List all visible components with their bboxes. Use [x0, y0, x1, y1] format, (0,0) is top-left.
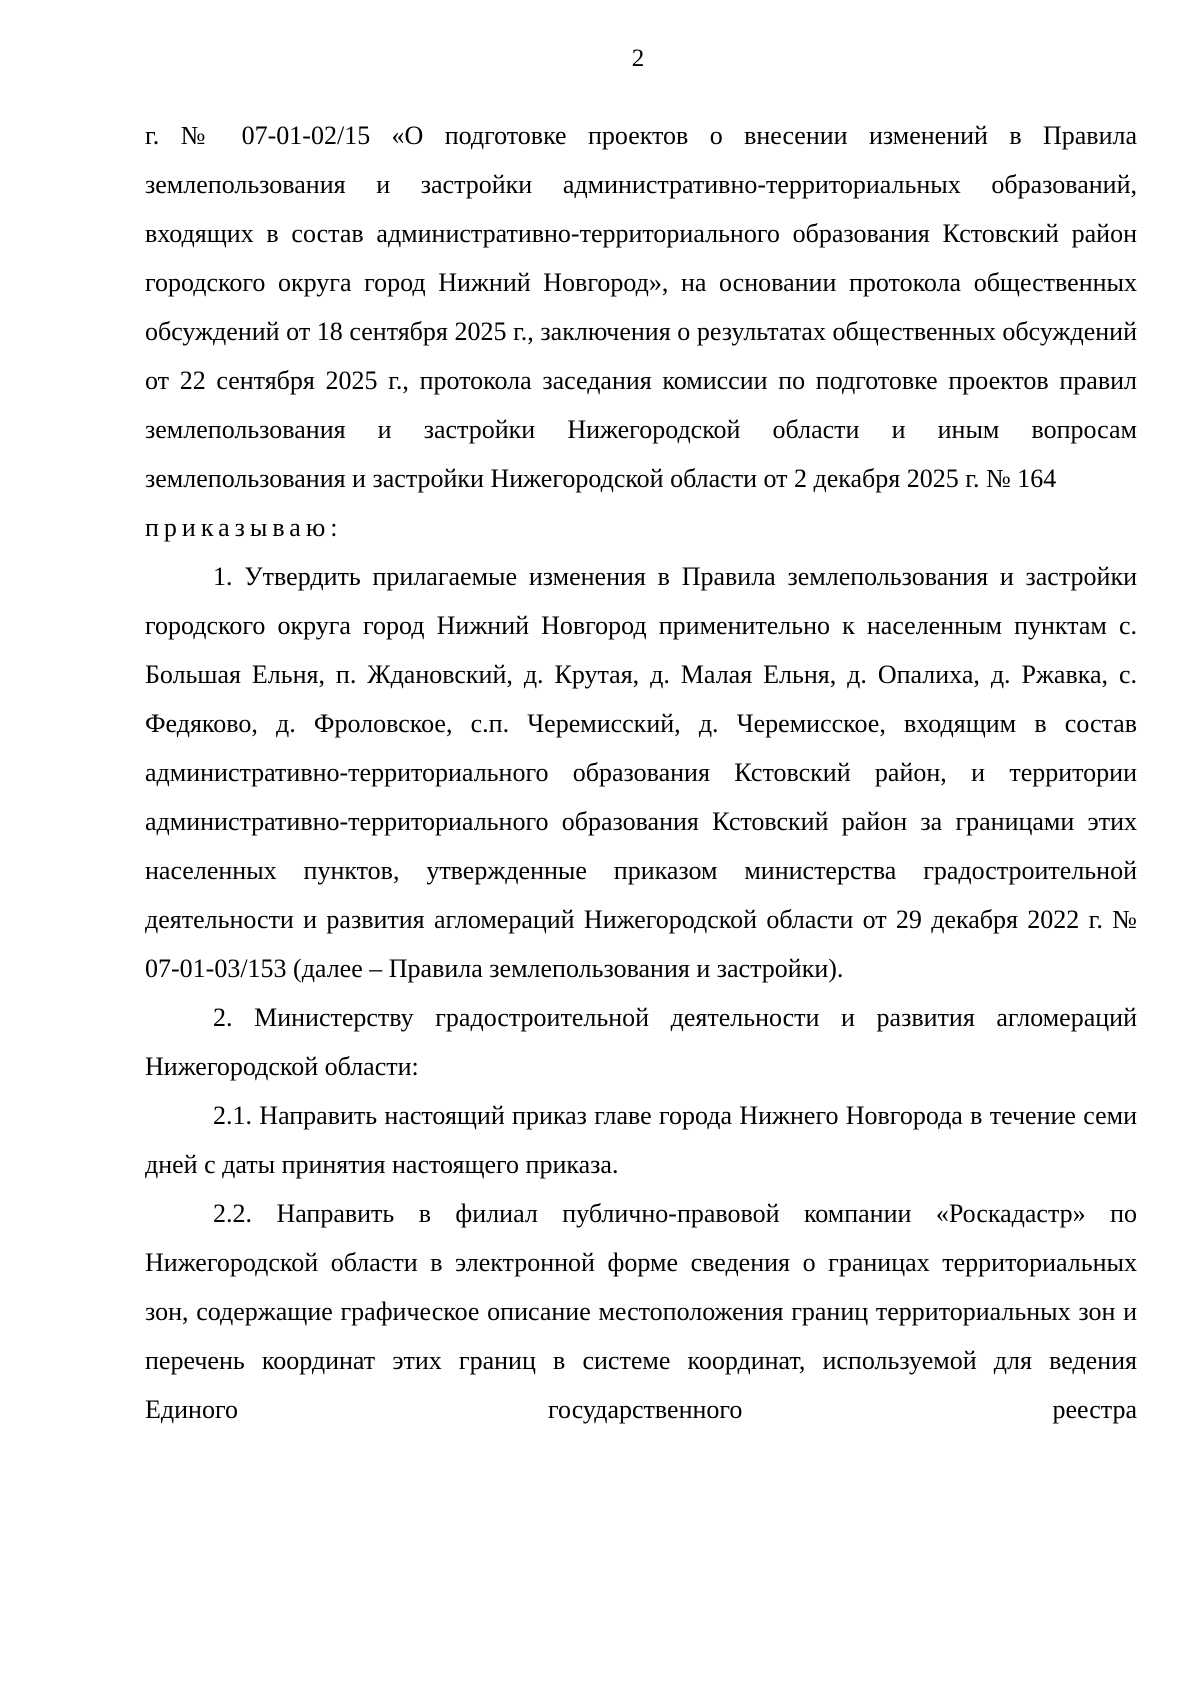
preamble-paragraph: г. № 07-01-02/15 «О подготовке проектов о внесении изменений в Правила землепользования и застройки административно-территориальных образований, входящих в состав административно-территориального образования Кстовский район городского округа город Нижний Новгород», на основании протокола общественных обсуждений от 18 сентября 2025 г., заключения о результатах общественных обсуждений от 22 сентября 2025 г., протокола заседания комиссии по подготовке проектов правил землепользования и застройки Нижегородской области и иным вопросам землепользования и застройки Нижегородской области от 2 декабря 2025 г. № 164 — [145, 121, 1137, 493]
item-2-1-paragraph: 2.1. Направить настоящий приказ главе города Нижнего Новгорода в течение семи дней с даты принятия настоящего приказа. — [145, 1101, 1137, 1179]
page-number: 2 — [631, 45, 645, 72]
item-1-paragraph: 1. Утвердить прилагаемые изменения в Правила землепользования и застройки городского округа город Нижний Новгород применительно к населенным пунктам с. Большая Ельня, п. Ждановский, д. Крутая, д. Малая Ельня, д. Опалиха, д. Ржавка, с. Федяково, д. Фроловское, с.п. Черемисский, д. Черемисское, входящим в состав административно-территориального образования Кстовский район, и территории административно-территориального образования Кстовский район за границами этих населенных пунктов, утвержденные приказом министерства градостроительной деятельности и развития агломераций Нижегородской области от 29 декабря 2022 г. № 07-01-03/153 (далее – Правила землепользования и застройки). — [145, 562, 1137, 983]
item-2-2-paragraph: 2.2. Направить в филиал публично-правовой компании «Роскадастр» по Нижегородской области в электронной форме сведения о границах территориальных зон, содержащие графическое описание местоположения границ территориальных зон и перечень координат этих границ в системе координат, используемой для ведения Единого государственного реестра — [145, 1199, 1137, 1424]
document-body — [145, 111, 1137, 1434]
item-2-paragraph: 2. Министерству градостроительной деятельности и развития агломераций Нижегородской области: — [145, 1003, 1137, 1081]
decree-word: приказываю: — [145, 513, 343, 542]
